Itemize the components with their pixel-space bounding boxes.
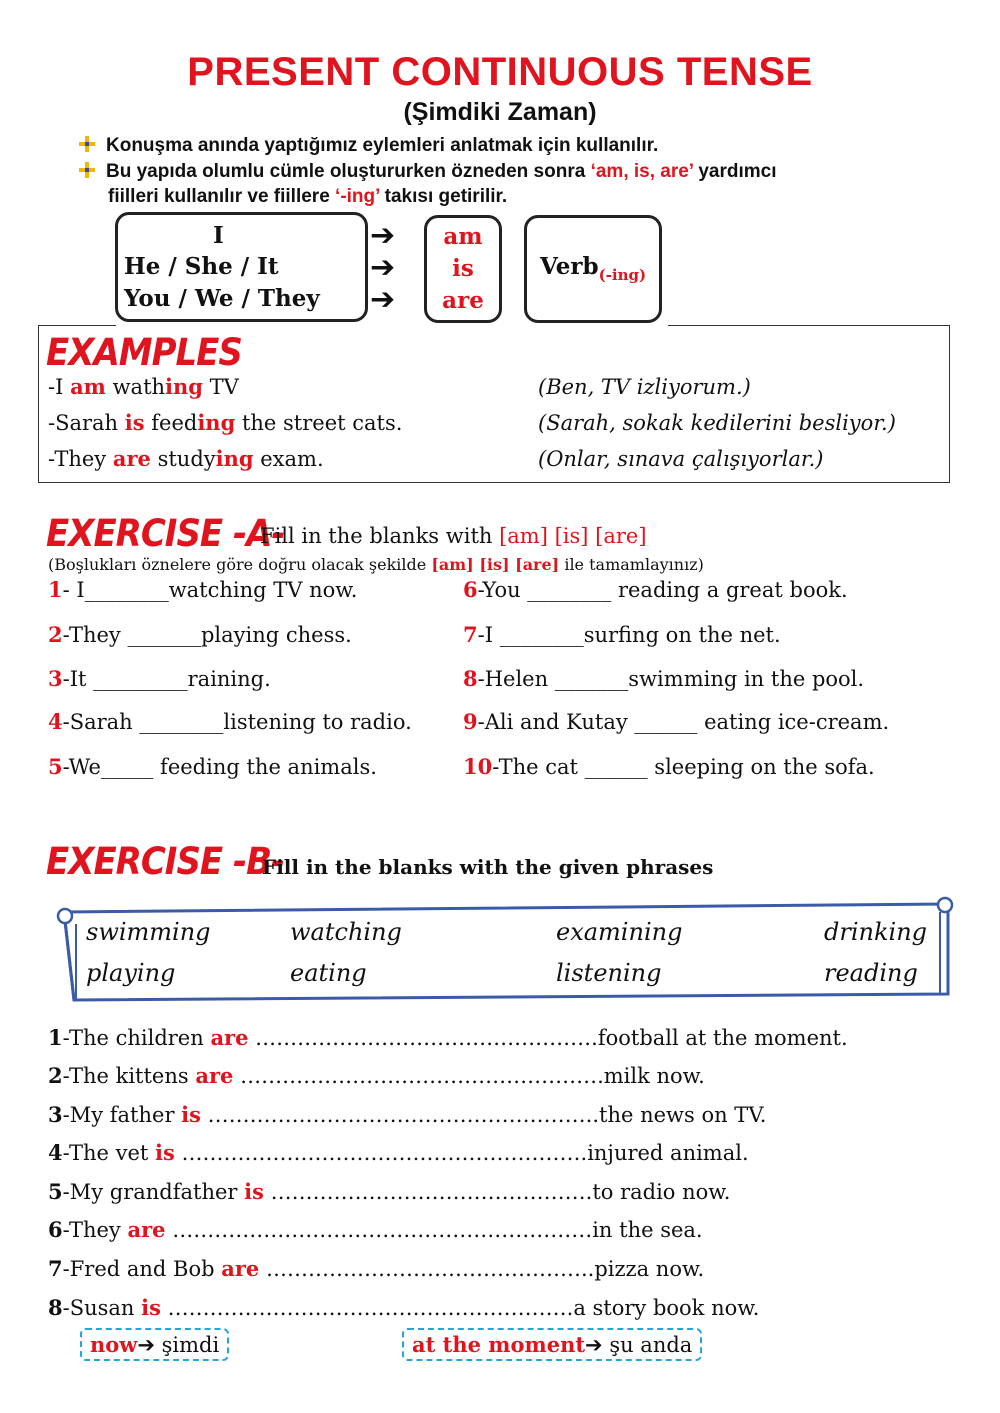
verb-text: Verb: [540, 253, 599, 280]
item-number: 6: [463, 577, 478, 602]
item-text: -I ________surfing on the net.: [477, 623, 781, 647]
item-text: -Ali and Kutay ______ eating ice-cream.: [477, 710, 890, 734]
exercise-a-item-6[interactable]: [463, 577, 848, 602]
item-text: -The kittens: [62, 1064, 196, 1088]
exercise-a-item-4[interactable]: [48, 709, 412, 734]
bullet-2-line2: fiilleri kullanılır ve fiillere: [108, 186, 336, 207]
item-number: 4: [48, 709, 63, 734]
bullet-2-text: Bu yapıda olumlu cümle oluştururken özneden sonra: [106, 161, 591, 182]
phrase-reading: reading: [824, 959, 918, 987]
phrase-listening: listening: [556, 959, 662, 987]
phrase-swimming: swimming: [86, 918, 211, 946]
subject-he-she-it: He / She / It: [124, 253, 279, 280]
item-number: 2: [48, 622, 63, 647]
exercise-a-item-7[interactable]: [463, 622, 781, 647]
exercise-b-item-7[interactable]: [48, 1256, 704, 1281]
arrow-right-icon: ➔: [370, 282, 396, 317]
item-number: 8: [463, 666, 478, 691]
vocab-meaning: şu anda: [602, 1333, 693, 1357]
example-2-translation: (Sarah, sokak kedilerini besliyor.): [538, 411, 896, 435]
example-text: -They: [48, 447, 113, 471]
exercise-b-item-3[interactable]: [48, 1102, 766, 1127]
exercise-a-item-2[interactable]: [48, 622, 352, 647]
exercise-a-note: [48, 555, 704, 574]
item-number: 6: [48, 1217, 63, 1242]
note-text: (Boşlukları öznelere göre doğru olacak şekilde: [48, 555, 432, 574]
bullet-2-line2-end: takısı getirilir.: [379, 186, 508, 207]
example-text: the street cats.: [235, 411, 403, 435]
example-text: study: [150, 447, 216, 471]
item-number: 5: [48, 754, 63, 779]
example-ing: ing: [215, 446, 254, 471]
aux-am: am: [443, 223, 483, 250]
bullet-2-continued: [108, 184, 507, 210]
item-text: -My grandfather: [62, 1180, 245, 1204]
example-3-translation: (Onlar, sınava çalışıyorlar.): [538, 447, 824, 471]
vocab-word: at the moment: [412, 1332, 586, 1357]
bullet-1: [78, 133, 658, 159]
item-blank: ………………………………………………….: [174, 1141, 588, 1165]
note-text: ile tamamlayınız): [559, 555, 704, 574]
item-text: -You ________ reading a great book.: [477, 578, 848, 602]
verb-suffix: (-ing): [598, 266, 647, 284]
exercise-a-item-9[interactable]: [463, 709, 889, 734]
vocab-now: [80, 1328, 229, 1361]
subject-you-we-they: You / We / They: [124, 285, 320, 312]
pin-bullet-icon: [78, 161, 96, 179]
example-text: exam.: [253, 447, 324, 471]
exercise-b-item-4[interactable]: [48, 1140, 749, 1165]
item-text: football at the moment.: [597, 1026, 848, 1050]
example-aux: are: [112, 446, 151, 471]
item-text: -It _________raining.: [62, 667, 271, 691]
item-blank: ………………………………………………….: [160, 1296, 574, 1320]
item-text: -The children: [62, 1026, 211, 1050]
phrase-eating: eating: [290, 959, 367, 987]
vocab-at-the-moment: [402, 1328, 702, 1361]
item-text: -They: [62, 1218, 128, 1242]
item-blank: ………………………………………………..: [200, 1103, 600, 1127]
arrow-right-icon: ➔: [585, 1333, 603, 1357]
item-text: -The cat ______ sleeping on the sofa.: [492, 755, 875, 779]
item-number: 10: [463, 754, 493, 779]
item-blank: ………………………………………..: [259, 1257, 595, 1281]
item-aux: is: [155, 1140, 175, 1165]
arrow-right-icon: ➔: [137, 1333, 155, 1357]
example-aux: is: [124, 410, 145, 435]
item-number: 1: [48, 577, 63, 602]
item-text: -They _______playing chess.: [62, 623, 352, 647]
example-2: [48, 409, 402, 437]
example-ing: ing: [197, 410, 236, 435]
example-text: -I: [48, 375, 71, 399]
aux-are: are: [442, 287, 484, 314]
item-aux: is: [141, 1295, 161, 1320]
vocab-meaning: şimdi: [154, 1333, 220, 1357]
exercise-b-item-6[interactable]: [48, 1217, 703, 1242]
examples-box-top-right: [668, 325, 950, 326]
item-text: -Susan: [62, 1296, 142, 1320]
exercise-a-item-8[interactable]: [463, 666, 864, 691]
exercise-b-item-2[interactable]: [48, 1063, 705, 1088]
item-number: 9: [463, 709, 478, 734]
item-aux: are: [221, 1256, 260, 1281]
item-text: -We_____ feeding the animals.: [62, 755, 377, 779]
bullet-1-text: Konuşma anında yaptığımız eylemleri anlatmak için kullanılır.: [106, 135, 659, 156]
aux-is: is: [452, 255, 474, 282]
item-text: -Helen _______swimming in the pool.: [477, 667, 865, 691]
verb-label: [540, 253, 646, 284]
item-number: 3: [48, 666, 63, 691]
exercise-b-item-1[interactable]: [48, 1025, 848, 1050]
item-text: in the sea.: [592, 1218, 703, 1242]
item-text: -Sarah ________listening to radio.: [62, 710, 412, 734]
item-text: -My father: [62, 1103, 182, 1127]
example-text: feed: [144, 411, 198, 435]
item-text: -The vet: [62, 1141, 156, 1165]
exercise-b-instruction: Fill in the blanks with the given phrases: [262, 855, 714, 879]
exercise-a-item-1[interactable]: [48, 577, 357, 602]
item-blank: …………………………………………….: [233, 1064, 604, 1088]
item-text: injured animal.: [587, 1141, 749, 1165]
phrase-drinking: drinking: [824, 918, 928, 946]
item-text: milk now.: [603, 1064, 705, 1088]
exercise-a-item-3[interactable]: [48, 666, 271, 691]
item-text: the news on TV.: [599, 1103, 767, 1127]
bullet-2-text-end: yardımcı: [693, 161, 777, 182]
exercise-b-heading: EXERCISE -B-: [46, 840, 285, 884]
item-blank: ……………………………………………………: [165, 1218, 593, 1242]
arrow-right-icon: ➔: [370, 250, 396, 285]
item-number: 5: [48, 1179, 63, 1204]
item-blank: ………………………………………….: [248, 1026, 598, 1050]
item-number: 1: [48, 1025, 63, 1050]
examples-heading: EXAMPLES: [46, 331, 242, 375]
example-text: -Sarah: [48, 411, 125, 435]
exercise-b-item-5[interactable]: [48, 1179, 730, 1204]
item-text: a story book now.: [573, 1296, 760, 1320]
item-aux: are: [195, 1063, 234, 1088]
item-number: 4: [48, 1140, 63, 1165]
phrase-scroll-banner: [52, 894, 960, 1014]
bullet-2-highlight: ‘am, is, are’: [590, 161, 694, 182]
instruction-text: Fill in the blanks with: [260, 524, 500, 548]
exercise-a-item-5[interactable]: [48, 754, 377, 779]
example-3: [48, 445, 324, 473]
page-subtitle: (Şimdiki Zaman): [403, 98, 597, 126]
note-options: [am] [is] [are]: [431, 555, 560, 574]
example-aux: am: [70, 374, 106, 399]
item-number: 7: [463, 622, 478, 647]
vocab-word: now: [90, 1332, 138, 1357]
arrow-right-icon: ➔: [370, 218, 396, 253]
exercise-b-item-8[interactable]: [48, 1295, 759, 1320]
item-number: 8: [48, 1295, 63, 1320]
exercise-a-heading: EXERCISE -A-: [46, 512, 285, 556]
phrase-examining: examining: [556, 918, 683, 946]
instruction-options: [am] [is] [are]: [499, 524, 647, 548]
subject-i: I: [213, 222, 224, 249]
item-number: 3: [48, 1102, 63, 1127]
example-ing: ing: [165, 374, 203, 399]
example-text: wath: [105, 375, 166, 399]
phrase-playing: playing: [86, 959, 176, 987]
item-aux: is: [181, 1102, 201, 1127]
item-blank: ……………………………………….: [263, 1180, 593, 1204]
item-aux: are: [127, 1217, 166, 1242]
item-number: 2: [48, 1063, 63, 1088]
item-number: 7: [48, 1256, 63, 1281]
example-1-translation: (Ben, TV izliyorum.): [538, 375, 751, 399]
bullet-2-ing: ‘-ing’: [335, 186, 380, 207]
exercise-a-instruction: [260, 524, 647, 548]
example-text: TV: [202, 375, 239, 399]
examples-box-top-left: [38, 325, 116, 326]
item-text: to radio now.: [592, 1180, 731, 1204]
page-title: PRESENT CONTINUOUS TENSE: [187, 50, 813, 94]
item-text: pizza now.: [594, 1257, 705, 1281]
bullet-2: [78, 159, 776, 185]
item-aux: is: [244, 1179, 264, 1204]
phrase-watching: watching: [290, 918, 402, 946]
item-text: -Fred and Bob: [62, 1257, 222, 1281]
item-aux: are: [210, 1025, 249, 1050]
example-1: [48, 373, 239, 401]
exercise-a-item-10[interactable]: [463, 754, 875, 779]
item-text: - I________watching TV now.: [62, 578, 358, 602]
pin-bullet-icon: [78, 135, 96, 153]
